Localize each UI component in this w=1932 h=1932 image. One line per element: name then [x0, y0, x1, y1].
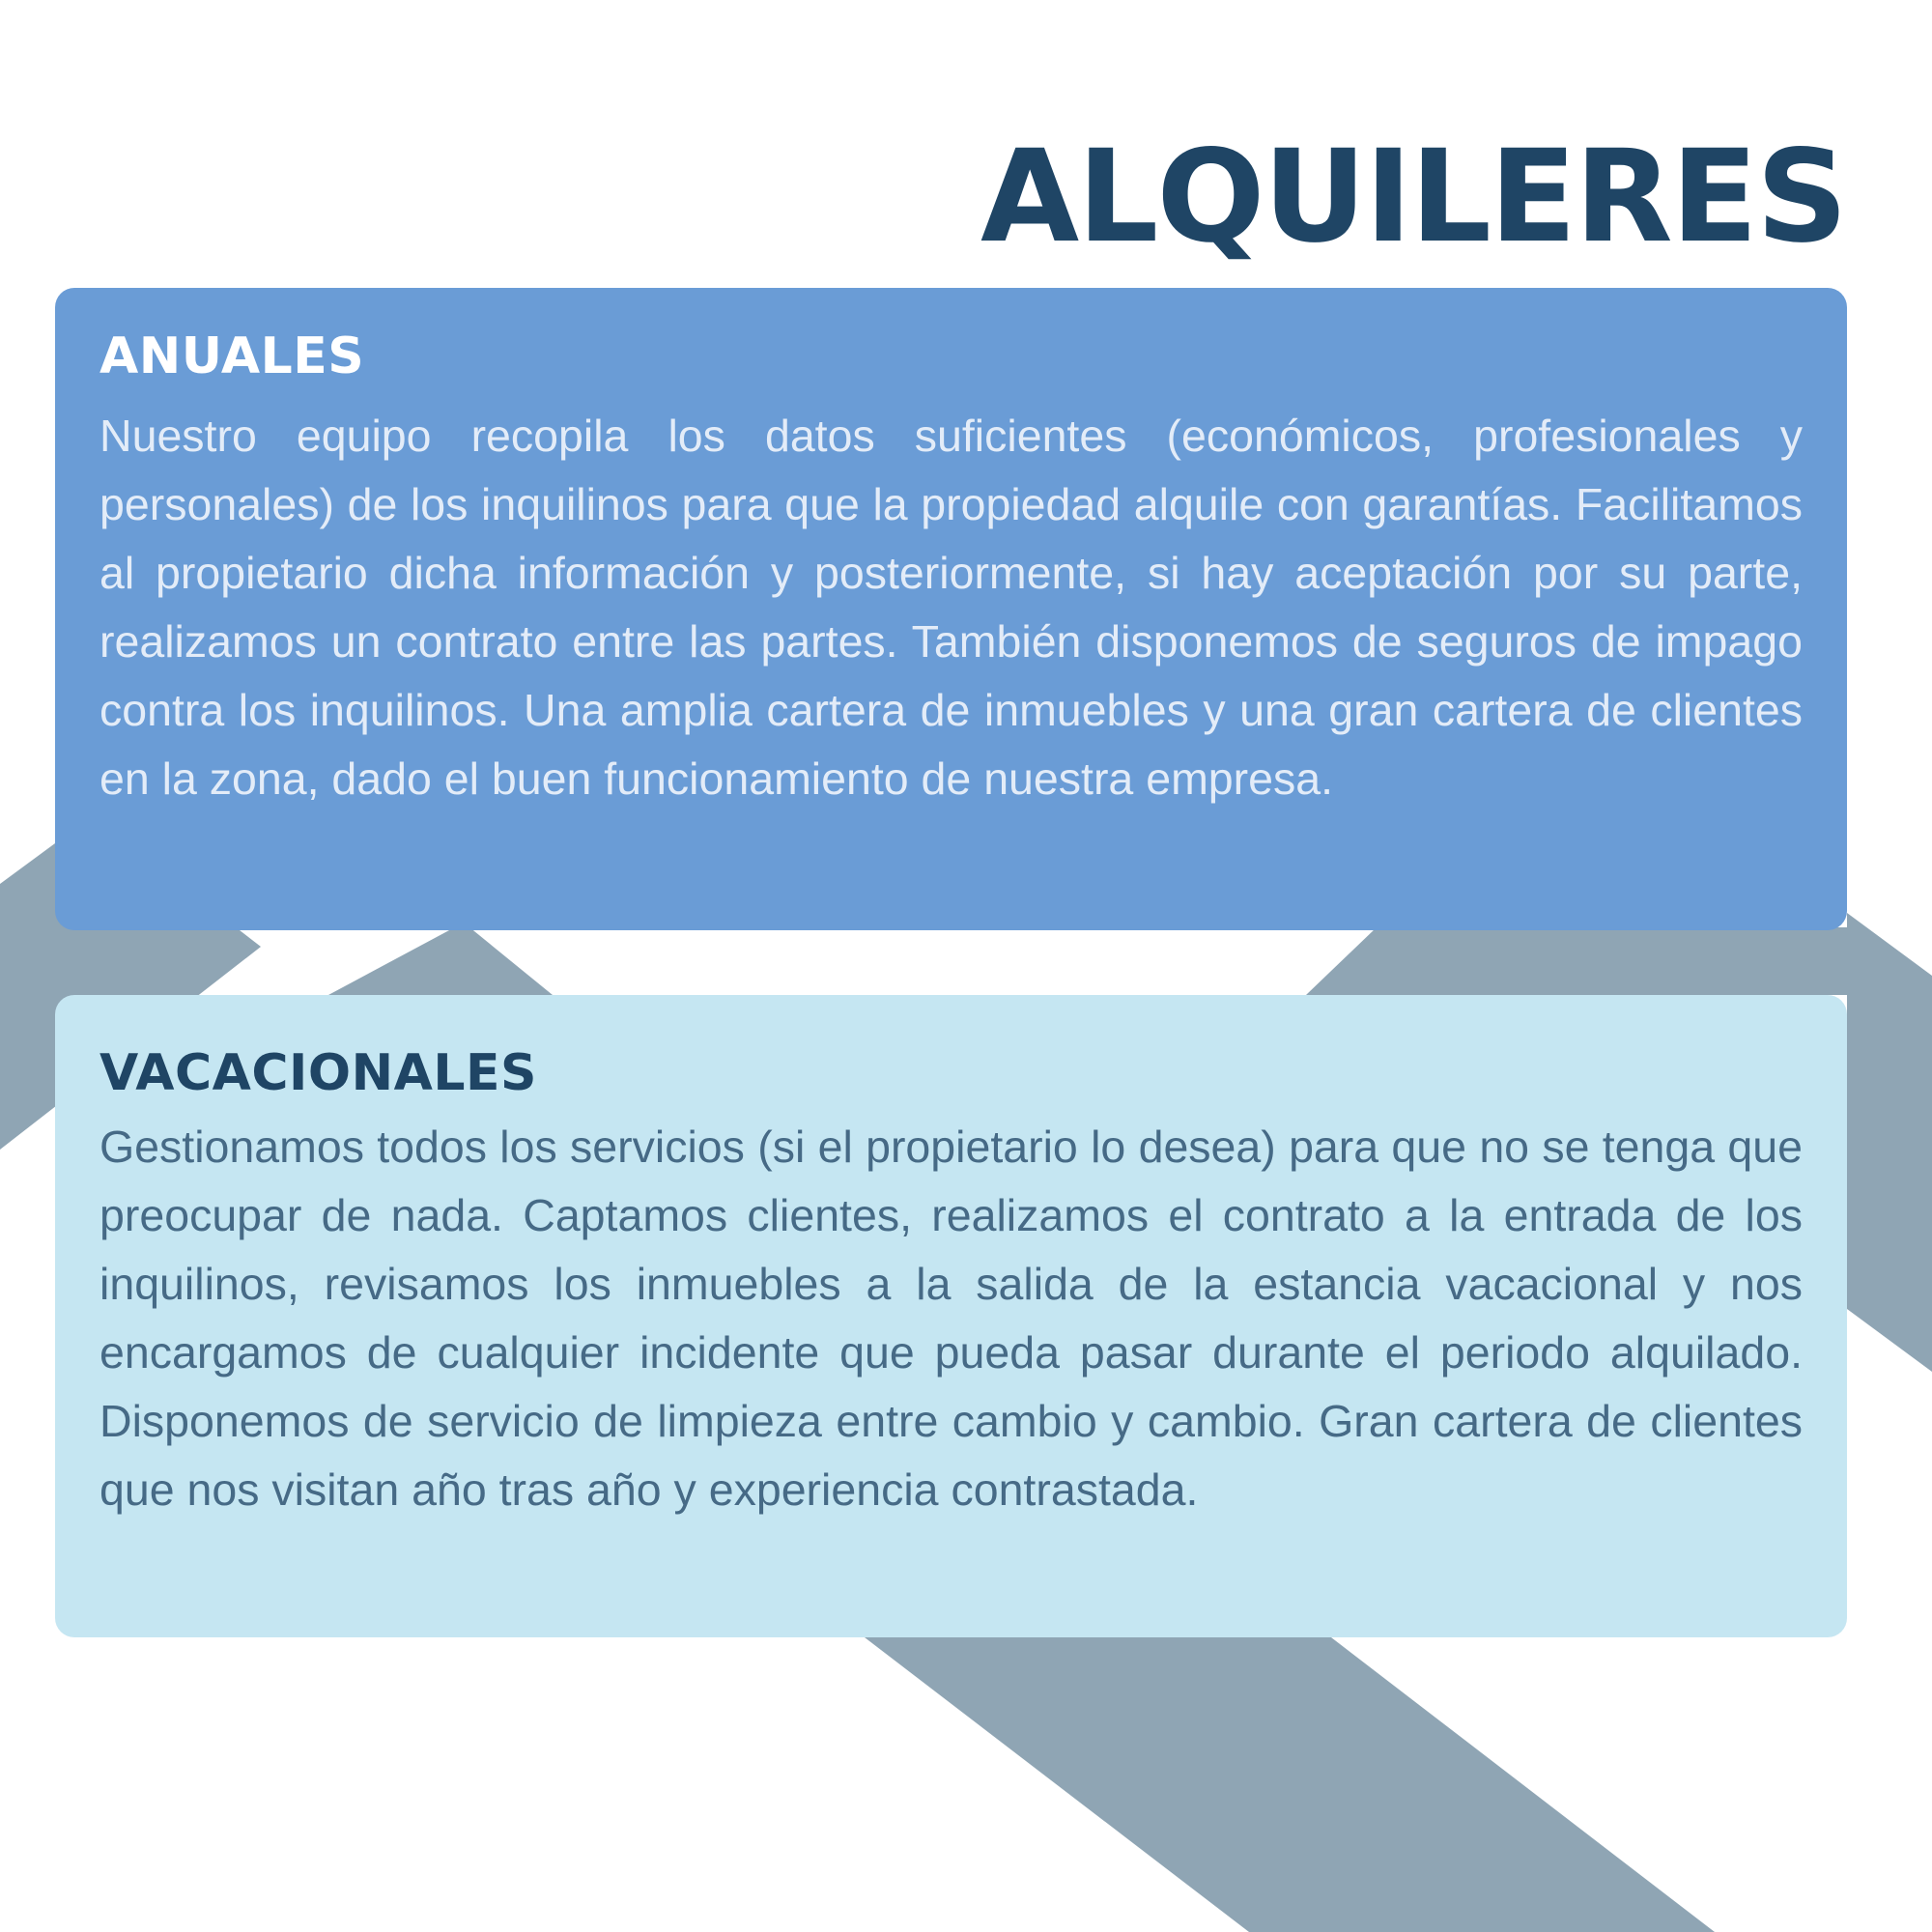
card-heading: ANUALES: [99, 327, 365, 385]
card-vacacionales: [55, 995, 1847, 1637]
card-anuales: [55, 288, 1847, 930]
card-heading: VACACIONALES: [99, 1044, 537, 1102]
card-body: Nuestro equipo recopila los datos suficientes (económicos, profesionales y personales) de los inquilinos para que la propiedad alquile con garantías. Facilitamos al propietario dicha información y posteriormente, si hay aceptación por su parte, realizamos un contrato entre las partes. También disponemos de seguros de impago contra los inquilinos. Una amplia cartera de inmuebles y una gran cartera de clientes en la zona, dado el buen funcionamiento de nuestra empresa.: [99, 411, 1803, 805]
right-edge-stripe: [1847, 913, 1932, 1372]
lower-band-stripe: [865, 1637, 1715, 1932]
card-body: Gestionamos todos los servicios (si el propietario lo desea) para que no se tenga que preocupar de nada. Captamos clientes, realizamos el contrato a la entrada de los inquilinos, revisamos los inmuebles a la salida de la estancia vacacional y nos encargamos de cualquier incidente que pueda pasar durante el periodo alquilado. Disponemos de servicio de limpieza entre cambio y cambio. Gran cartera de clientes que nos visitan año tras año y experiencia contrastada.: [99, 1122, 1803, 1516]
page-title: ALQUILERES: [980, 123, 1846, 271]
right-band-stripe: [1306, 927, 1847, 995]
